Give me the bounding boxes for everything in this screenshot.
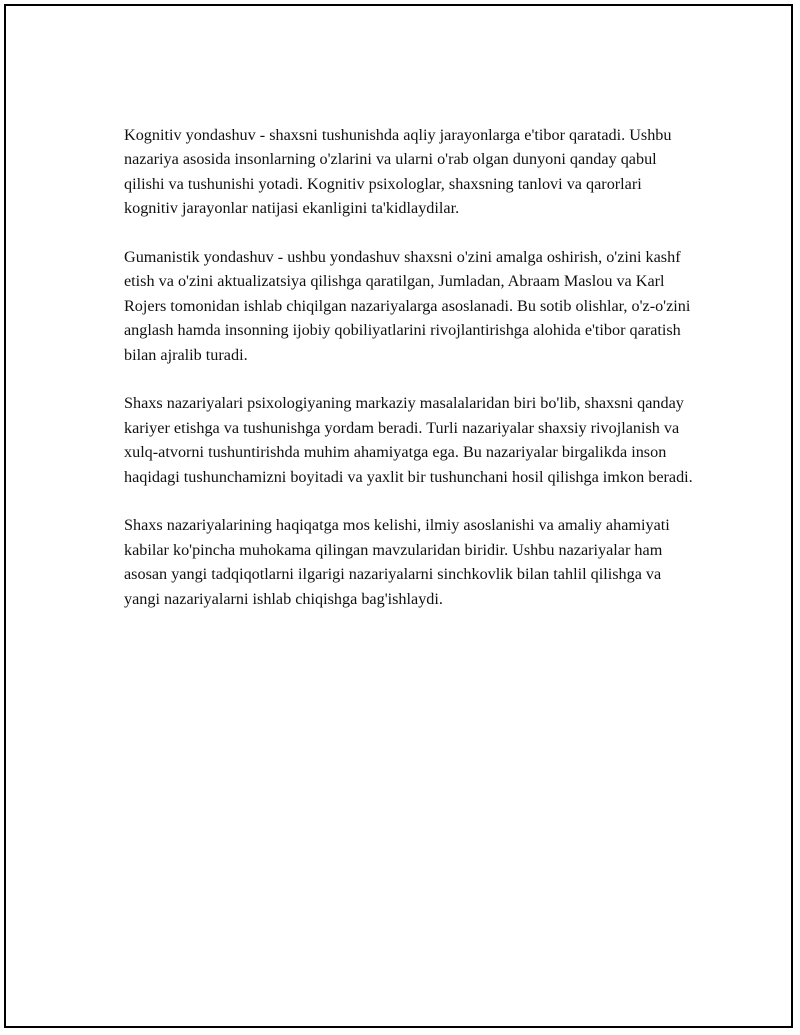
paragraph-theory-validity: Shaxs nazariyalarining haqiqatga mos kelishi, ilmiy asoslanishi va amaliy ahamiyati kabilar ko'pincha muhokama qilingan mavzularidan biridir. Ushbu nazariyalar ham asosan yangi tadqiqotlarni ilgarigi nazariyalarni sinchkovlik bilan tahlil qilishga va yangi nazariyalarni ishlab chiqishga bag'ishlaydi. [124, 516, 670, 608]
page-frame [4, 4, 793, 1028]
document-body [124, 123, 699, 635]
paragraph-humanistic-approach: Gumanistik yondashuv - ushbu yondashuv shaxsni o'zini amalga oshirish, o'zini kashf etish va o'zini aktualizatsiya qilishga qaratilgan, Jumladan, Abraam Maslou va Karl Rojers tomonidan ishlab chiqilgan nazariyalarga asoslanadi. Bu sotib olishlar, o'z-o'zini anglash hamda insonning ijobiy qobiliyatlarini rivojlantirishga alohida e'tibor qaratish bilan ajralib turadi. [124, 248, 691, 364]
paragraph-personality-theories: Shaxs nazariyalari psixologiyaning markaziy masalalaridan biri bo'lib, shaxsni qanday kariyer etishga va tushunishga yordam beradi. Turli nazariyalar shaxsiy rivojlanish va xulq-atvorni tushuntirishda muhim ahamiyatga ega. Bu nazariyalar birgalikda inson haqidagi tushunchamizni boyitadi va yaxlit bir tushunchani hosil qilishga imkon beradi. [124, 394, 693, 486]
paragraph-cognitive-approach: Kognitiv yondashuv - shaxsni tushunishda aqliy jarayonlarga e'tibor qaratadi. Ushbu nazariya asosida insonlarning o'zlarini va ularni o'rab olgan dunyoni qanday qabul qilishi va tushunishi yotadi. Kognitiv psixologlar, shaxsning tanlovi va qarorlari kognitiv jarayonlar natijasi ekanligini ta'kidlaydilar. [124, 126, 672, 218]
